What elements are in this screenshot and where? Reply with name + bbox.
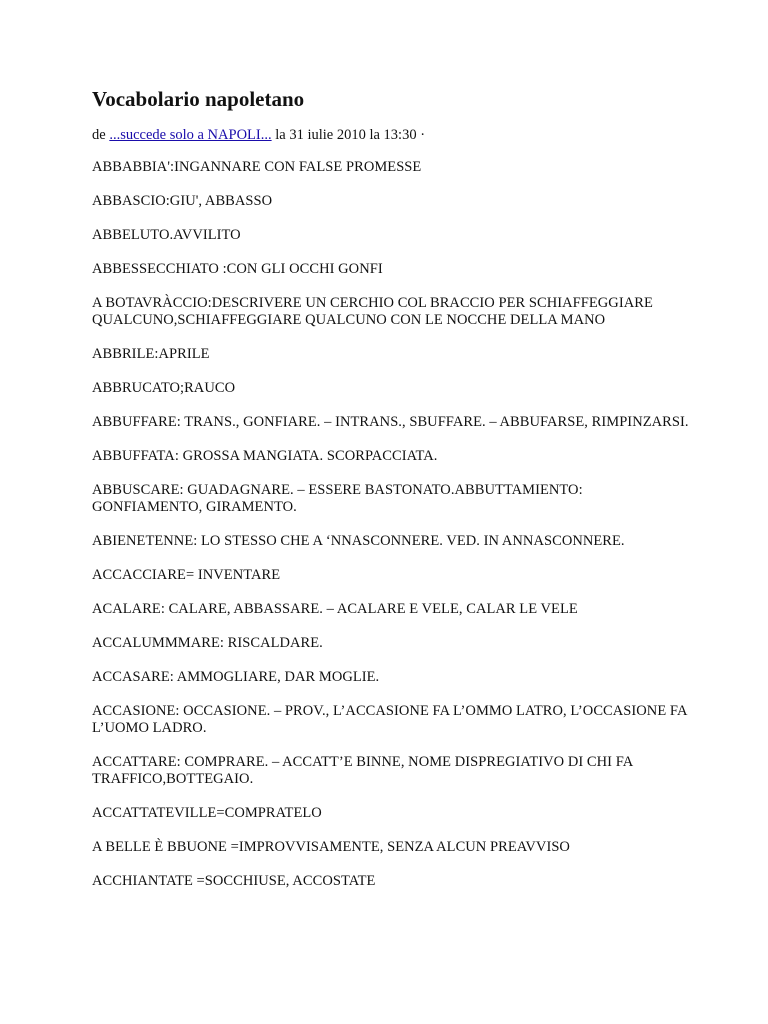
vocabulary-entry: ACCACCIARE= INVENTARE [92, 567, 281, 583]
author-link[interactable]: ...succede solo a NAPOLI... [109, 127, 272, 143]
vocabulary-entry: ACCATTATEVILLE=COMPRATELO [92, 805, 322, 821]
vocabulary-entry: ABBUSCARE: GUADAGNARE. – ESSERE BASTONATO.ABBUTTAMIENTO: GONFIAMENTO, GIRAMENTO. [92, 482, 583, 515]
vocabulary-entry: ABBUFFATA: GROSSA MANGIATA. SCORPACCIATA. [92, 448, 438, 464]
byline [92, 126, 692, 144]
vocabulary-entry: ACCASARE: AMMOGLIARE, DAR MOGLIE. [92, 669, 380, 685]
vocabulary-entry: ACCHIANTATE =SOCCHIUSE, ACCOSTATE [92, 873, 376, 889]
document-title: Vocabolario napoletano [92, 87, 305, 111]
vocabulary-entry: ABIENETENNE: LO STESSO CHE A ‘NNASCONNERE. VED. IN ANNASCONNERE. [92, 533, 625, 549]
vocabulary-entry: A BOTAVRÀCCIO:DESCRIVERE UN CERCHIO COL BRACCIO PER SCHIAFFEGGIARE QUALCUNO,SCHIAFFEGGIARE QUALCUNO CON LE NOCCHE DELLA MANO [92, 295, 653, 328]
byline-date: la 31 iulie 2010 la 13:30 · [271, 127, 426, 143]
vocabulary-entry: ACCATTARE: COMPRARE. – ACCATT’E BINNE, NOME DISPREGIATIVO DI CHI FA TRAFFICO,BOTTEGAIO. [92, 754, 633, 787]
vocabulary-entry: ABBRILE:APRILE [92, 346, 210, 362]
vocabulary-entry: ACCALUMMMARE: RISCALDARE. [92, 635, 323, 651]
vocabulary-entry: ABBASCIO:GIU', ABBASSO [92, 193, 273, 209]
vocabulary-entry: ABBUFFARE: TRANS., GONFIARE. – INTRANS., SBUFFARE. – ABBUFARSE, RIMPINZARSI. [92, 414, 689, 430]
vocabulary-entry: ACALARE: CALARE, ABBASSARE. – ACALARE E VELE, CALAR LE VELE [92, 601, 578, 617]
vocabulary-entry: ABBRUCATO;RAUCO [92, 380, 236, 396]
vocabulary-list [92, 159, 692, 890]
vocabulary-entry: ABBELUTO.AVVILITO [92, 227, 241, 243]
vocabulary-entry: A BELLE È BBUONE =IMPROVVISAMENTE, SENZA ALCUN PREAVVISO [92, 839, 570, 855]
vocabulary-entry: ABBABBIA':INGANNARE CON FALSE PROMESSE [92, 159, 422, 175]
vocabulary-entry: ABBESSECCHIATO :CON GLI OCCHI GONFI [92, 261, 383, 277]
vocabulary-entry: ACCASIONE: OCCASIONE. – PROV., L’ACCASIONE FA L’OMMO LATRO, L’OCCASIONE FA L’UOMO LADRO. [92, 703, 687, 736]
byline-prefix: de [92, 127, 110, 143]
document-page [92, 84, 692, 907]
